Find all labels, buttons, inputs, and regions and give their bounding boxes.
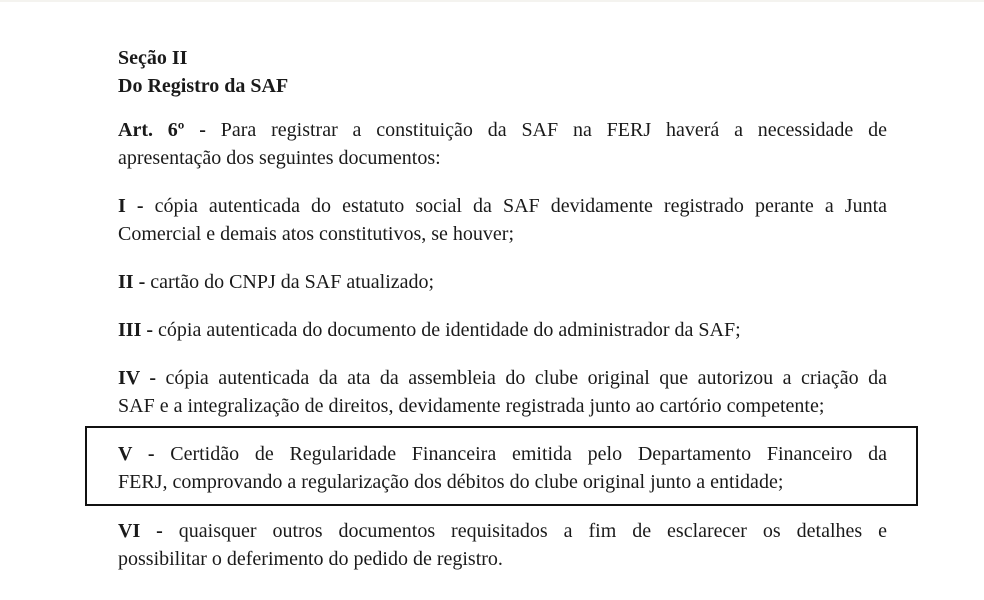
paragraph-line (118, 440, 887, 468)
paragraph-line (118, 192, 887, 220)
paragraph-item-v (118, 440, 887, 496)
paragraph-item-vi (118, 517, 887, 573)
paragraph-text: cópia autenticada do documento de identidade do administrador da SAF; (158, 319, 741, 341)
paragraph-text: Certidão de Regularidade Financeira emitida pelo Departamento Financeiro da (170, 443, 888, 465)
paragraph-text: cartão do CNPJ da SAF atualizado; (150, 271, 435, 293)
paragraph-text: cópia autenticada da ata da assembleia do clube original que autorizou a criação da (165, 367, 888, 389)
paragraph-line: SAF e a integralização de direitos, devidamente registrada junto ao cartório competente; (118, 395, 825, 417)
paragraph-line (118, 517, 887, 545)
item-number: I - (118, 195, 144, 217)
page-top-edge (0, 0, 984, 2)
paragraph-item-ii (118, 268, 887, 296)
paragraph-item-i (118, 192, 887, 248)
paragraph-art-6 (118, 116, 887, 172)
paragraph-line: possibilitar o deferimento do pedido de registro. (118, 548, 503, 570)
paragraph-line: FERJ, comprovando a regularização dos débitos do clube original junto a entidade; (118, 471, 784, 493)
document-content (0, 44, 984, 573)
paragraph-line (118, 364, 887, 392)
paragraph-line (118, 116, 887, 144)
section-subheading: Do Registro da SAF (118, 75, 289, 97)
article-number: Art. 6º - (118, 119, 206, 141)
item-number: V - (118, 443, 155, 465)
item-number: II - (118, 271, 146, 293)
paragraph-text: quaisquer outros documentos requisitados a fim de esclarecer os detalhes e (178, 520, 887, 542)
section-heading: Seção II (118, 47, 188, 69)
item-number: III - (118, 319, 154, 341)
highlight-box (85, 426, 918, 506)
paragraph-item-iv (118, 364, 887, 420)
paragraph-text: cópia autenticada do estatuto social da SAF devidamente registrado perante a Junta (154, 195, 887, 217)
item-number: VI - (118, 520, 163, 542)
section-heading-block (118, 44, 887, 100)
paragraph-item-iii (118, 316, 887, 344)
item-number: IV - (118, 367, 156, 389)
paragraph-line (118, 316, 887, 344)
paragraph-line: Comercial e demais atos constitutivos, se houver; (118, 223, 515, 245)
paragraph-line (118, 268, 887, 296)
paragraph-line: apresentação dos seguintes documentos: (118, 147, 441, 169)
paragraph-text: Para registrar a constituição da SAF na FERJ haverá a necessidade de (220, 119, 887, 141)
